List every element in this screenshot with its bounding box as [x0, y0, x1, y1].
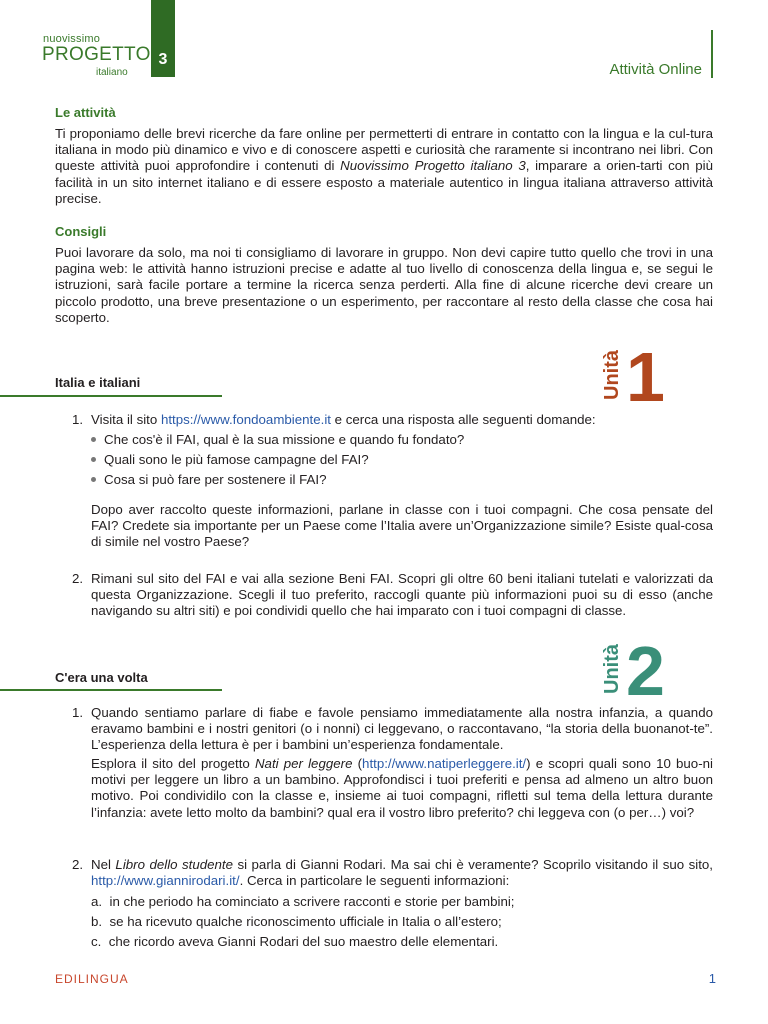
bullet-dot-icon: [91, 457, 96, 462]
unit-1-underline: [0, 395, 222, 397]
unit-1-item-1-number: 1.: [72, 412, 84, 427]
bullet-text: Che cos'è il FAI, qual è la sua missione e quando fu fondato?: [104, 432, 465, 447]
textbook-title: Libro dello studente: [115, 857, 234, 872]
volume-badge: [151, 0, 175, 77]
page-title: Attività Online: [609, 61, 702, 78]
unit-2-item-2-text-a: Nel: [91, 857, 116, 872]
heading-consigli: Consigli: [55, 224, 107, 239]
unit-2-item-2: [91, 857, 713, 889]
bullet-dot-icon: [91, 437, 96, 442]
unit-2-item-2-text-c: . Cerca in particolare le seguenti informazioni:: [239, 873, 510, 889]
page-number: 1: [708, 971, 716, 986]
list-item: [91, 894, 515, 909]
unit-1-item-2-number: 2.: [72, 571, 84, 586]
publisher-logo: EDILINGUA: [55, 972, 129, 986]
unit-1-number: 1: [626, 338, 665, 416]
heading-attivita: Le attività: [55, 105, 116, 120]
consigli-paragraph: Puoi lavorare da solo, ma noi ti consigliamo di lavorare in gruppo. Non devi capire tutto quello che trovi in una pagina web: le attività hanno istruzioni precise e adatte al tuo livello di conoscenza della lingua e, se segui le istruzioni, sarà facile portare a termine la ricerca senza perderti. Alla fine di alcune ricerche devi creare un piccolo prodotto, una breve presentazione o un esperimento, per raccontare al resto della classe che cosa hai scoperto.: [55, 245, 713, 325]
unit-2-title: C'era una volta: [55, 670, 148, 685]
unit-2-underline: [0, 689, 222, 691]
logo-top-text: nuovissimo: [43, 33, 101, 45]
fai-link[interactable]: https://www.fondoambiente.it: [160, 412, 331, 427]
unit-2-text-c: ) e scopri quali sono 10 buo-ni motivi per leggere un libro a un bambino. Approfondisci i tuoi preferiti e pensa ad almeno un altro buon motivo. Poi condividilo con la classe e, insieme ai tuoi compagni, rifletti sul tema della lettura durante l’infanzia: avete letto molto da bambini? qual era il vostro libro preferito? chi leggeva con (o per…) voi?: [91, 756, 713, 820]
bullet-text: Quali sono le più famose campagne del FAI?: [104, 452, 369, 467]
unit-2-item-1-para-1: Quando sentiamo parlare di fiabe e favole pensiamo immediatamente alla nostra infanzia, a quando eravamo bambini e i nostri genitori (o i nonni) ci leggevano, o raccontavano, “la storia della buonanot-te”. L’esperienza della lettura è per i bambini un’esperienza fondamentale.: [91, 705, 713, 753]
list-item-text: che ricordo aveva Gianni Rodari del suo maestro delle elementari.: [108, 934, 499, 949]
list-item: [91, 914, 502, 929]
unit-1-item-1-text-a: Visita il sito: [91, 412, 161, 427]
list-item-label: c.: [91, 934, 102, 949]
unit-2-number: 2: [626, 632, 665, 710]
list-item: [91, 934, 498, 949]
unit-2-marker: [600, 628, 690, 710]
unit-1-item-1-text-b: e cerca una risposta alle seguenti domande:: [330, 412, 596, 427]
unit-2-item-2-text-b: si parla di Gianni Rodari. Ma sai chi è veramente? Scoprilo visitando il suo sito,: [233, 857, 714, 872]
giannirodari-link[interactable]: http://www.giannirodari.it/: [91, 873, 240, 889]
volume-number: 3: [158, 51, 168, 68]
unit-2-word: Unità: [601, 644, 623, 694]
bullet-item: [91, 432, 464, 447]
bullet-item: [91, 452, 369, 467]
bullet-dot-icon: [91, 477, 96, 482]
unit-2-text-b: (: [352, 756, 363, 771]
intro-paragraph: [55, 126, 713, 207]
logo-main-text: PROGETTO: [42, 44, 151, 65]
unit-1-word: Unità: [601, 350, 623, 400]
natiperleggere-link[interactable]: http://www.natiperleggere.it/: [362, 756, 527, 771]
intro-text-b: , imparare a orien-tarti con più facilità in un sito internet italiano e di essere esposto a materiale autentico in lingua italiana attraverso attività precise.: [55, 158, 713, 206]
unit-1-item-2: Rimani sul sito del FAI e vai alla sezione Beni FAI. Scopri gli oltre 60 beni italiani tutelati e valorizzati da questa Organizzazione. Scegli il tuo preferito, raccogli quante più informazioni puoi su di esso (anche navigando su altri siti) e poi condividi quello che hai imparato con i tuoi compagni di classe.: [91, 571, 713, 619]
unit-2-item-1-number: 1.: [72, 705, 84, 720]
unit-2-text-a: Esplora il sito del progetto: [91, 756, 255, 771]
intro-text-a: Ti proponiamo delle brevi ricerche da fare online per permetterti di entrare in contatto con la lingua e la cul-tura italiana in modo più dinamico e vivo e di conoscere aspetti e curiosità che raramente si incontrano nei libri. Con queste attività puoi approfondire i contenuti di: [55, 126, 713, 174]
list-item-text: in che periodo ha cominciato a scrivere racconti e storie per bambini;: [109, 894, 515, 909]
unit-1-item-1-followup: Dopo aver raccolto queste informazioni, parlane in classe con i tuoi compagni. Che cosa pensate del FAI? Credete sia importante per un Paese come l’Italia avere un’Organizzazione simile? Esiste qual-cosa di simile nel vostro Paese?: [91, 502, 713, 550]
unit-2-item-1-para-2: [91, 756, 713, 821]
unit-2-item-2-number: 2.: [72, 857, 84, 872]
bullet-text: Cosa si può fare per sostenere il FAI?: [104, 472, 327, 487]
logo-sub-text: italiano: [96, 67, 128, 78]
header-divider: [711, 30, 713, 78]
bullet-item: [91, 472, 326, 487]
project-title: Nati per leggere: [254, 756, 353, 771]
list-item-label: a.: [91, 894, 103, 909]
unit-1-marker: [600, 334, 690, 416]
list-item-label: b.: [91, 914, 103, 929]
list-item-text: se ha ricevuto qualche riconoscimento ufficiale in Italia o all’estero;: [109, 914, 502, 929]
intro-book-title: Nuovissimo Progetto italiano 3: [340, 158, 526, 174]
unit-1-item-1: [91, 412, 713, 428]
unit-1-title: Italia e italiani: [55, 375, 141, 390]
